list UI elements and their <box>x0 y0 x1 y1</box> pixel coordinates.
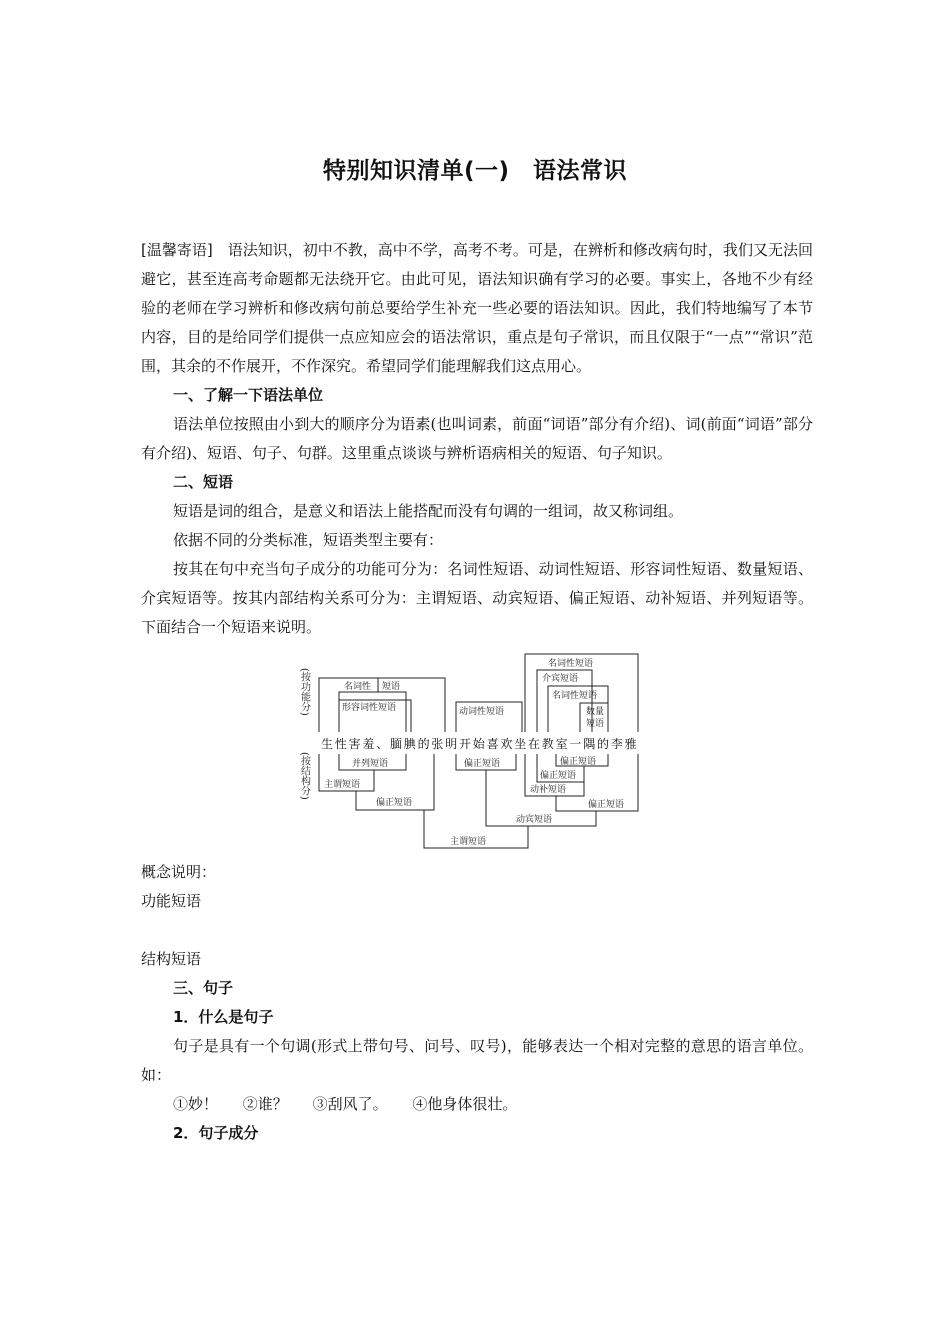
sentence-char: 、 <box>376 737 389 751</box>
page-title: 特别知识清单(一) 语法常识 <box>322 158 628 184</box>
label-noun-inner: 名词性短语 <box>552 691 598 701</box>
sentence-char: 雅 <box>624 737 637 751</box>
example-item: ①妙！ <box>173 1095 219 1113</box>
label-verb-obj: 动宾短语 <box>516 815 553 825</box>
sentence-char: 教 <box>541 737 554 751</box>
section3-heading: 三、句子 <box>173 979 234 997</box>
concept-structural: 结构短语 <box>141 950 202 968</box>
sentence-char: 的 <box>417 737 430 751</box>
label-prep: 介宾短语 <box>542 674 579 684</box>
example-list <box>141 1090 813 1119</box>
section3-sub2: 2．句子成分 <box>173 1124 259 1142</box>
sentence-char: 明 <box>445 737 458 751</box>
intro-tag: [温馨寄语] <box>141 241 213 259</box>
label-adj: 形容词性短语 <box>342 703 397 713</box>
sentence-char: 性 <box>334 737 347 751</box>
example-item: ④他身体很壮。 <box>412 1095 518 1113</box>
section1-heading: 一、了解一下语法单位 <box>173 386 324 404</box>
section2-heading: 二、短语 <box>173 473 234 491</box>
sentence-char: 腆 <box>403 737 416 751</box>
label-subj-pred-big: 主谓短语 <box>450 837 487 847</box>
label-verb-comp: 动补短语 <box>530 785 567 795</box>
label-mod-r3: 偏正短语 <box>588 800 625 810</box>
section2-p2: 依据不同的分类标准，短语类型主要有： <box>173 531 444 549</box>
sentence-char: 始 <box>472 737 485 751</box>
sentence-char: 羞 <box>362 737 375 751</box>
section3-p1: 句子是具有一个句调(形式上带句号、问号、叹号)，能够表达一个相对完整的意思的语言单位。如： <box>141 1037 813 1084</box>
label-noun-right: 名词性短语 <box>548 659 594 669</box>
phrase-diagram-svg <box>296 648 656 854</box>
label-mod-r2: 偏正短语 <box>540 771 577 781</box>
sentence-char: 张 <box>431 737 444 751</box>
label-verb: 动词性短语 <box>459 707 505 717</box>
intro-paragraph <box>141 236 813 381</box>
document-body <box>141 236 813 1148</box>
intro-text: 语法知识，初中不教，高中不学，高考不考。可是，在辨析和修改病句时，我们又无法回避它，甚至连高考命题都无法绕开它。由此可见，语法知识确有学习的必要。事实上，各地不少有经验的老师在学习辨析和修改病句前总要给学生补充一些必要的语法知识。因此，我们特地编写了本节内容，目的是给同学们提供一点应知应会的语法常识，重点是句子常识，而且仅限于“一点”“常识”范围，其余的不作展开，不作深究。希望同学们能理解我们这点用心。 <box>141 241 813 375</box>
sentence-char: 坐 <box>514 737 527 751</box>
sentence-char: 生 <box>321 737 334 751</box>
blank-line <box>141 916 813 945</box>
label-coord: 并列短语 <box>352 759 389 769</box>
sentence-char: 在 <box>528 737 541 751</box>
label-noun-left-a: 名词性 <box>344 682 372 692</box>
label-noun-left-b: 短语 <box>382 682 401 692</box>
label-mod-mid: 偏正短语 <box>464 759 501 769</box>
section2-p3: 按其在句中充当句子成分的功能可分为：名词性短语、动词性短语、形容词性短语、数量短语、介宾短语等。按其内部结构关系可分为：主谓短语、动宾短语、偏正短语、动补短语、并列短语等。下面结合一个短语来说明。 <box>141 560 813 636</box>
example-item: ②谁？ <box>242 1095 288 1113</box>
label-mod-r1: 偏正短语 <box>560 757 597 767</box>
sentence-char: 欢 <box>500 737 513 751</box>
section3-sub1: 1．什么是句子 <box>173 1008 274 1026</box>
side-label-structure: (按结构分) <box>298 752 310 800</box>
sentence-char: 李 <box>610 737 623 751</box>
sentence-char: 喜 <box>486 737 499 751</box>
sentence-char: 一 <box>569 737 582 751</box>
sentence-char: 室 <box>555 737 568 751</box>
sentence-char: 开 <box>459 737 472 751</box>
label-quant-a: 数量 <box>586 707 605 717</box>
label-quant-b: 短语 <box>586 719 605 729</box>
sentence-char: 腼 <box>390 737 403 751</box>
sentence-char: 隅 <box>583 737 596 751</box>
concept-functional: 功能短语 <box>141 892 202 910</box>
example-item: ③刮风了。 <box>312 1095 388 1113</box>
phrase-diagram <box>141 648 813 854</box>
concepts-heading: 概念说明： <box>141 863 217 881</box>
sentence-char: 的 <box>597 737 610 751</box>
sentence-char: 害 <box>348 737 361 751</box>
label-subj-pred-small: 主谓短语 <box>324 780 361 790</box>
label-mod-left: 偏正短语 <box>376 798 413 808</box>
section2-p1: 短语是词的组合，是意义和语法上能搭配而没有句调的一组词，故又称词组。 <box>173 502 684 520</box>
side-label-function: (按功能分) <box>298 668 310 716</box>
section1-text: 语法单位按照由小到大的顺序分为语素(也叫词素，前面“词语”部分有介绍)、词(前面“词语”部分有介绍)、短语、句子、句群。这里重点谈谈与辨析语病相关的短语、句子知识。 <box>141 415 813 462</box>
sentence-row <box>321 736 637 751</box>
